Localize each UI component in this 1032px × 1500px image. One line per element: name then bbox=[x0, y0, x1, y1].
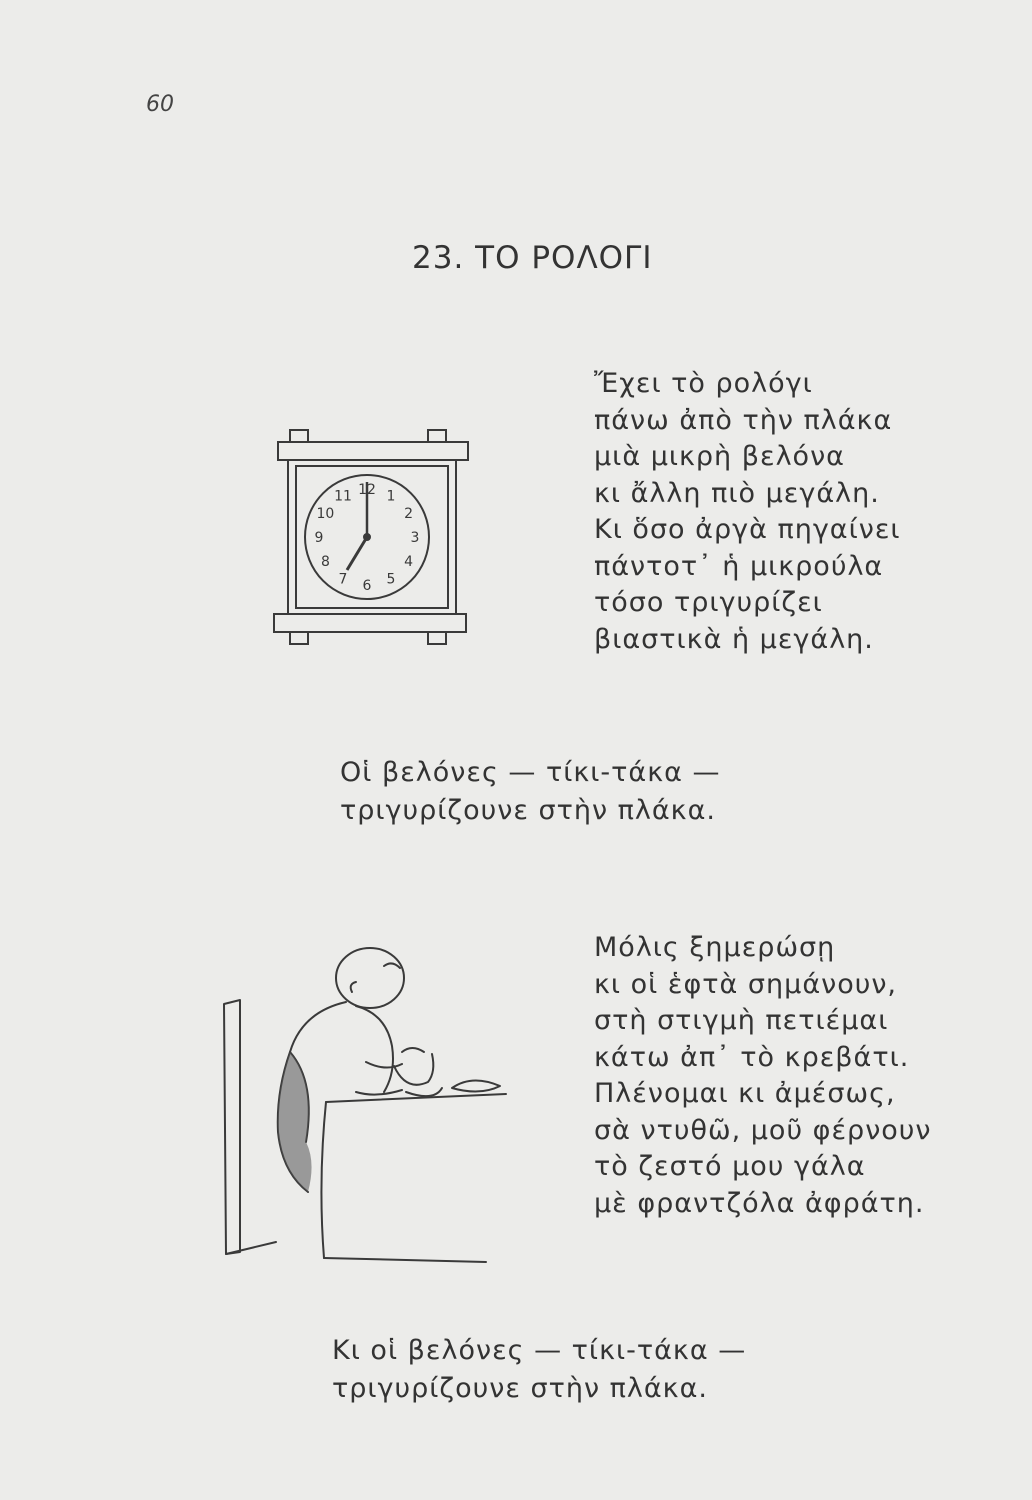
page-number: 60 bbox=[146, 92, 174, 117]
poem-line: στὴ στιγμὴ πετιέμαι bbox=[594, 1005, 889, 1036]
clock-dial-number: 2 bbox=[404, 506, 414, 522]
poem-line: κάτω ἀπ᾽ τὸ κρεβάτι. bbox=[594, 1041, 910, 1073]
clock-dial-number: 6 bbox=[362, 578, 372, 594]
mantel-clock-icon bbox=[272, 422, 472, 652]
clock-dial-number: 5 bbox=[386, 571, 396, 588]
clock-dial-number: 4 bbox=[404, 554, 414, 570]
poem-line: κι ἄλλη πιὸ μεγάλη. bbox=[594, 477, 880, 509]
clock-dial-number: 7 bbox=[338, 571, 348, 588]
refrain-line: τριγυρίζουνε στὴν πλάκα. bbox=[332, 1373, 708, 1404]
clock-dial-number: 10 bbox=[316, 506, 335, 522]
poem-line: τόσο τριγυρίζει bbox=[594, 587, 823, 618]
refrain-line: τριγυρίζουνε στὴν πλάκα. bbox=[340, 795, 716, 826]
refrain-line: Κι οἱ βελόνες — τίκι-τάκα — bbox=[332, 1335, 747, 1366]
poem-line: μιὰ μικρὴ βελόνα bbox=[594, 441, 845, 472]
poem-line: βιαστικὰ ἡ μεγάλη. bbox=[594, 623, 874, 655]
poem-stanza-2 bbox=[594, 930, 932, 1222]
poem-refrain-1 bbox=[340, 754, 721, 830]
poem-line: πάντοτ᾽ ἡ μικρούλα bbox=[594, 550, 884, 582]
clock-dial-number: 9 bbox=[314, 530, 324, 546]
poem-line: μὲ φραντζόλα ἀφράτη. bbox=[594, 1187, 925, 1219]
clock-dial-number: 12 bbox=[358, 482, 376, 498]
poem-line: Πλένομαι κι ἀμέσως, bbox=[594, 1078, 896, 1109]
poem-line: Κι ὅσο ἀργὰ πηγαίνει bbox=[594, 514, 901, 545]
poem-title: 23. ΤΟ ΡΟΛΟΓΙ bbox=[412, 240, 653, 276]
poem-line: τὸ ζεστό μου γάλα bbox=[594, 1151, 866, 1182]
poem-line: Ἔχει τὸ ρολόγι bbox=[594, 368, 813, 399]
poem-line: κι οἱ ἑφτὰ σημάνουν, bbox=[594, 968, 897, 1000]
poem-refrain-2 bbox=[332, 1332, 746, 1408]
clock-dial-number: 11 bbox=[334, 488, 352, 505]
clock-dial-number: 8 bbox=[320, 554, 330, 570]
boy-at-breakfast-table-icon bbox=[206, 942, 526, 1272]
clock-dial-number: 3 bbox=[410, 530, 420, 546]
refrain-line: Οἱ βελόνες — τίκι-τάκα — bbox=[340, 757, 721, 788]
clock-dial-number: 1 bbox=[386, 488, 396, 505]
poem-line: σὰ ντυθῶ, μοῦ φέρνουν bbox=[594, 1114, 932, 1146]
poem-line: πάνω ἀπὸ τὴν πλάκα bbox=[594, 404, 893, 436]
poem-stanza-1 bbox=[594, 366, 901, 658]
poem-line: Μόλις ξημερώσῃ bbox=[594, 932, 836, 963]
